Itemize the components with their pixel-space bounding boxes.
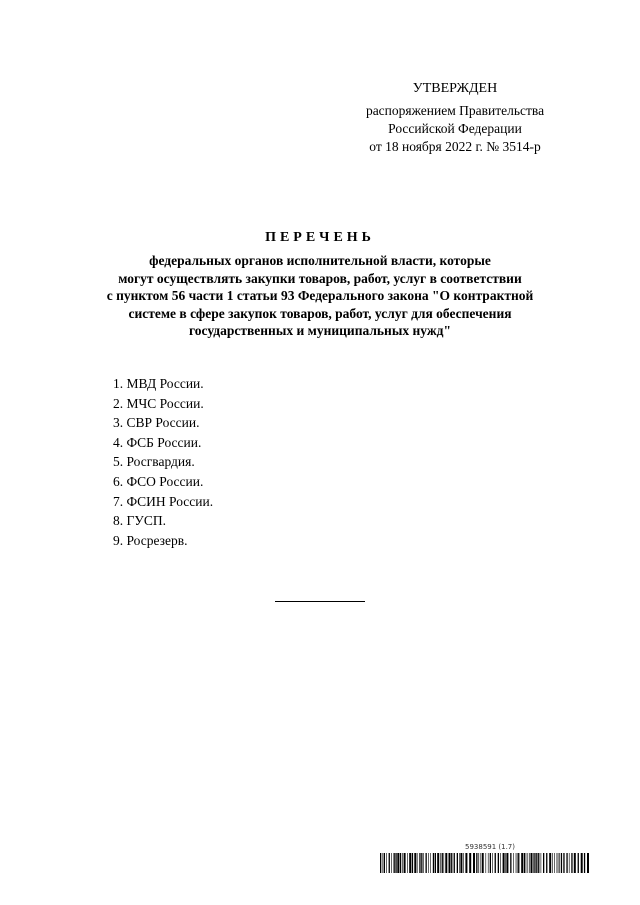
- barcode-bar: [419, 853, 420, 873]
- barcode-bar: [543, 853, 544, 873]
- barcode-bar: [389, 853, 390, 873]
- barcode-bar: [421, 853, 422, 873]
- barcode-bar: [533, 853, 534, 873]
- barcode-bar: [495, 853, 496, 873]
- barcode-bar: [538, 853, 539, 873]
- barcode-bar: [407, 853, 408, 873]
- list-item: 7. ФСИН России.: [113, 493, 214, 509]
- barcode-bar: [391, 853, 392, 873]
- barcode-bar: [546, 853, 547, 873]
- barcode-bar: [574, 853, 576, 873]
- barcode-bar: [503, 853, 505, 873]
- barcode-bar: [428, 853, 429, 873]
- barcode-bar: [457, 853, 458, 873]
- list-item: 5. Росгвардия.: [113, 454, 195, 470]
- document-subtitle: [90, 252, 550, 340]
- barcode-bar: [380, 853, 381, 873]
- list-item: 6. ФСО России.: [113, 473, 204, 489]
- barcode-bar: [505, 853, 506, 873]
- barcode-bar: [488, 853, 489, 873]
- barcode-bar: [578, 853, 579, 873]
- barcode-bar: [463, 853, 464, 873]
- barcode-bar: [437, 853, 439, 873]
- subtitle-line: государственных и муниципальных нужд": [189, 323, 451, 338]
- barcode-bar: [490, 853, 491, 873]
- subtitle-line: федеральных органов исполнительной власти, которые: [149, 253, 491, 268]
- barcode-bar: [516, 853, 517, 873]
- list-item: 8. ГУСП.: [113, 513, 166, 529]
- barcode-bar: [400, 853, 401, 873]
- approval-line-decree: распоряжением Правительства: [365, 103, 545, 118]
- barcode-bar: [445, 853, 447, 873]
- list-item: 3. СВР России.: [113, 415, 200, 431]
- barcode-bar: [492, 853, 493, 873]
- barcode-bar: [510, 853, 511, 873]
- barcode-bar: [386, 853, 387, 873]
- barcode-bar: [552, 853, 553, 873]
- barcode-bar: [423, 853, 424, 873]
- document-title: ПЕРЕЧЕНЬ: [265, 230, 375, 245]
- list-item: 4. ФСБ России.: [113, 434, 202, 450]
- barcode-bar: [526, 853, 527, 873]
- barcode-bar: [521, 853, 523, 873]
- barcode-bar: [394, 853, 395, 873]
- barcode-bar: [549, 853, 551, 873]
- list-item: 1. МВД России.: [113, 376, 204, 391]
- barcode-bar: [498, 853, 499, 873]
- barcode-bar: [459, 853, 460, 873]
- barcode-bar: [449, 853, 451, 873]
- barcode-bar: [417, 853, 418, 873]
- barcode-bar: [557, 853, 558, 873]
- barcode-bar: [397, 853, 399, 873]
- barcode-bar: [433, 853, 434, 873]
- barcode-bar: [383, 853, 384, 873]
- barcode-bar: [561, 853, 562, 873]
- barcode-bar: [486, 853, 487, 873]
- barcode-bar: [465, 853, 467, 873]
- barcode-bar: [541, 853, 542, 873]
- barcode-bar: [444, 853, 445, 873]
- barcode-bar: [528, 853, 529, 873]
- barcode-bar: [442, 853, 443, 873]
- subtitle-line: с пунктом 56 части 1 статьи 93 Федерального закона "О контрактной: [106, 288, 534, 303]
- barcode-bar: [404, 853, 406, 873]
- barcode-code: 5938591 (1.7): [465, 843, 515, 851]
- barcode-bar: [571, 853, 572, 873]
- barcode-bar: [500, 853, 501, 873]
- barcode-bar: [534, 853, 535, 873]
- approval-word: УТВЕРЖДЕН: [412, 81, 498, 96]
- barcode-bar: [587, 853, 589, 873]
- list-item: 2. МЧС России.: [113, 395, 204, 411]
- barcode-bar: [460, 853, 462, 873]
- barcode-bar: [482, 853, 484, 873]
- barcode-bar: [554, 853, 555, 873]
- barcode-bar: [563, 853, 564, 873]
- end-divider: [275, 601, 365, 602]
- barcode-bar: [584, 853, 585, 873]
- barcode-bar: [409, 853, 411, 873]
- barcode-bar: [531, 853, 533, 873]
- barcode-bar: [414, 853, 416, 873]
- barcode-bar: [517, 853, 518, 873]
- barcode-bar: [435, 853, 436, 873]
- barcode-bar: [569, 853, 570, 873]
- approval-line-government: Российской Федерации: [388, 121, 522, 136]
- barcode-bar: [518, 853, 519, 873]
- list-item: 9. Росрезерв.: [113, 532, 188, 548]
- barcode-bar: [506, 853, 508, 873]
- barcode-bar: [412, 853, 413, 873]
- barcode-bar: [581, 853, 583, 873]
- barcode-bar: [513, 853, 514, 873]
- subtitle-line: системе в сфере закупок товаров, работ, услуг для обеспечения: [128, 305, 512, 321]
- barcode-bar: [559, 853, 560, 873]
- barcode-bar: [402, 853, 403, 873]
- barcode-bar: [558, 853, 559, 873]
- barcode-bar: [384, 853, 385, 873]
- agency-list: [113, 374, 213, 550]
- barcode-bar: [566, 853, 567, 873]
- barcode-bar: [536, 853, 537, 873]
- barcode-bar: [524, 853, 525, 873]
- barcode-graphic: [380, 853, 590, 873]
- subtitle-line: могут осуществлять закупки товаров, работ, услуг в соответствии: [118, 270, 522, 286]
- barcode-bar: [451, 853, 452, 873]
- barcode-bar: [469, 853, 471, 873]
- barcode-bar: [395, 853, 396, 873]
- barcode-bar: [440, 853, 441, 873]
- barcode-bar: [478, 853, 479, 873]
- barcode-bar: [430, 853, 431, 873]
- barcode-bar: [476, 853, 477, 873]
- barcode-bar: [454, 853, 455, 873]
- approval-line-date-number: от 18 ноября 2022 г. № 3514-р: [369, 139, 541, 154]
- approval-block: [340, 80, 570, 156]
- barcode-bar: [480, 853, 481, 873]
- barcode-bar: [529, 853, 530, 873]
- barcode-bar: [473, 853, 475, 873]
- barcode-bar: [426, 853, 427, 873]
